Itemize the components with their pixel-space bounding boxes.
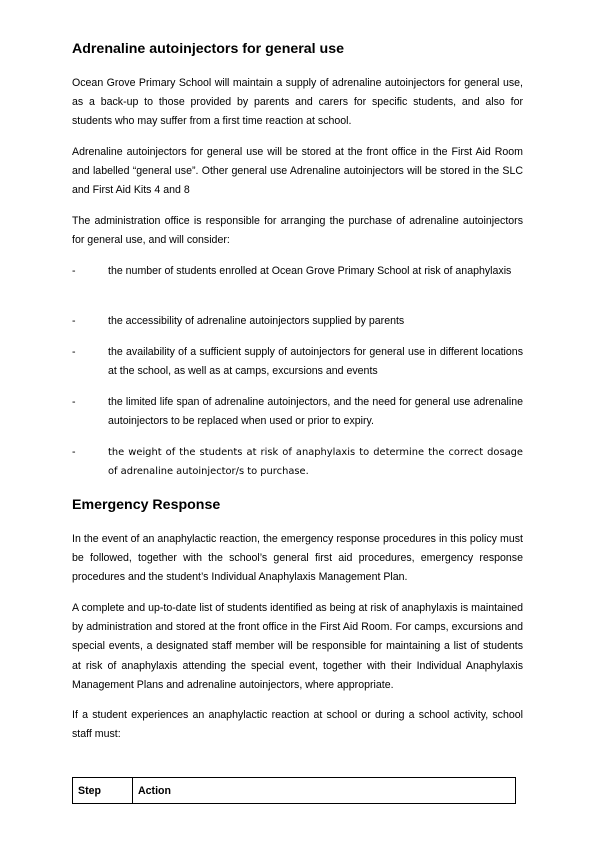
paragraph-staff-must: If a student experiences an anaphylactic reaction at school or during a school activity, school staff must: xyxy=(72,709,523,741)
list-bullet: - xyxy=(72,315,76,327)
emergency-steps-table xyxy=(72,777,516,804)
table-header-row xyxy=(73,778,516,804)
list-bullet: - xyxy=(72,346,76,358)
paragraph-storage: Adrenaline autoinjectors for general use will be stored at the front office in the First Aid Room and labelled “general use”. Other general use Adrenaline autoinjectors will be stored in the SLC and First Aid Kits 4 and 8 xyxy=(72,146,523,197)
paragraph-purchase: The administration office is responsible for arranging the purchase of adrenaline autoinjectors for general use, and will consider: xyxy=(72,215,523,247)
paragraph-supply: Ocean Grove Primary School will maintain a supply of adrenaline autoinjectors for general use, as a back-up to those provided by parents and carers for specific students, and also for students who may suffer from a first time reaction at school. xyxy=(72,77,523,128)
list-bullet: - xyxy=(72,396,76,408)
list-item-text: the limited life span of adrenaline autoinjectors, and the need for general use adrenaline autoinjectors to be replaced when used or prior to expiry. xyxy=(108,396,523,428)
list-item-text: the weight of the students at risk of anaphylaxis to determine the correct dosage of adrenaline autoinjector/s to purchase. xyxy=(108,447,523,478)
list-item-text: the accessibility of adrenaline autoinjectors supplied by parents xyxy=(108,315,405,327)
section-heading-emergency-response: Emergency Response xyxy=(72,497,221,513)
paragraph-student-list: A complete and up-to-date list of students identified as being at risk of anaphylaxis is maintained by administration and stored at the front office in the First Aid Room. For camps, excursions and special events, a designated staff member will be responsible for maintaining a list of students at risk of anaphylaxis attending the special event, together with their Individual Anaphylaxis Management Plans and adrenaline autoinjectors, where appropriate. xyxy=(72,602,523,691)
table-header-action: Action xyxy=(133,778,516,804)
table-header-step: Step xyxy=(73,778,133,804)
list-bullet: - xyxy=(72,265,76,277)
list-item-text: the availability of a sufficient supply of autoinjectors for general use in different locations at the school, as well as at camps, excursions and events xyxy=(108,346,523,378)
list-item-text: the number of students enrolled at Ocean Grove Primary School at risk of anaphylaxis xyxy=(108,265,512,277)
list-bullet: - xyxy=(72,446,76,458)
section-heading-autoinjectors: Adrenaline autoinjectors for general use xyxy=(72,41,344,57)
paragraph-procedures: In the event of an anaphylactic reaction, the emergency response procedures in this policy must be followed, together with the school’s general first aid procedures, emergency response procedures and the student’s Individual Anaphylaxis Management Plan. xyxy=(72,533,523,584)
